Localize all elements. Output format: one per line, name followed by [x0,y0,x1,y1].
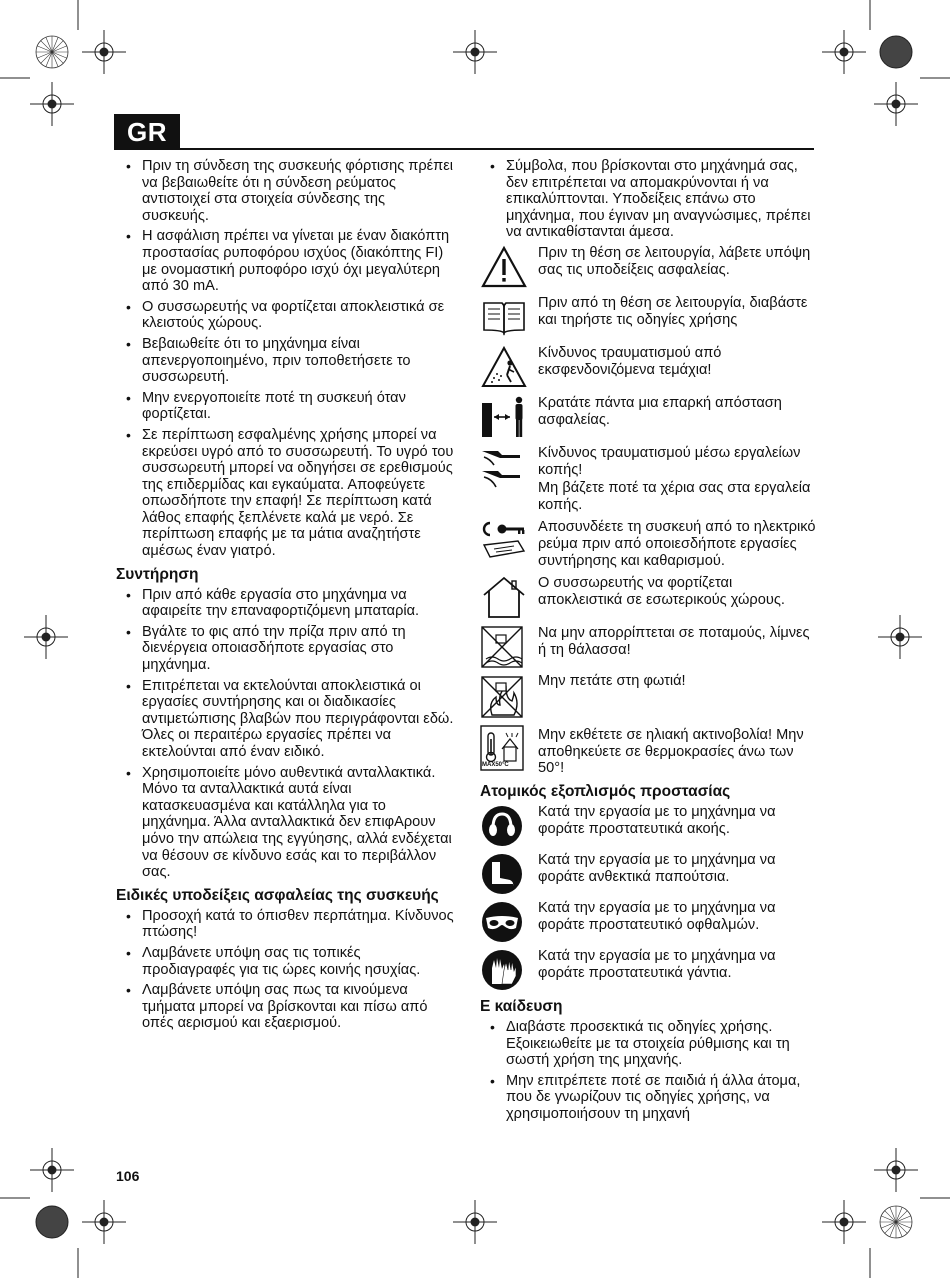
symbol-text: Αποσυνδέετε τη συσκευή από το ηλεκτρικό ρεύμα πριν από οποιεσδήποτε εργασίες συντήρησης και καθαρισμού. [538,519,816,569]
list-item: • Μην επιτρέπετε ποτέ σε παιδιά ή άλλα άτομα, που δε γνωρίζουν τις οδηγίες χρήσης, να χρησιμοποιήσουν τη μηχανή [480,1073,818,1123]
list-item: • Χρησιμοποιείτε μόνο αυθεντικά ανταλλακτικά. Μόνο τα ανταλλακτικά αυτά είναι κατασκευασμένα και κατάλληλα για το μηχάνημα. Άλλα ανταλλακτικά δεν επιφΑρουν μόνο την απώλεια της εγγύησης, αλλά ενδέχεται να θέσουν σε κίνδυνο εσάς και το περιβάλλον σας. [116,765,456,881]
list-item: • Σύμβολα, που βρίσκονται στο μηχάνημά σας, δεν επιτρέπεται να απομακρύνονται ή να επικαλύπτονται. Υποδείξεις επάνω στο μηχάνημα, που έγιναν μη αναγνώσιμες, πρέπει να αντικαθίστανται άμεσα. [480,158,818,241]
indoor-house-icon [480,575,528,619]
ppe-text: Κατά την εργασία με το μηχάνημα να φοράτε προστατευτικά ακοής. [538,803,776,837]
ppe-row [480,852,818,896]
eye-protection-icon [480,900,526,944]
language-tab: GR [114,114,180,150]
list-item: • Η ασφάλιση πρέπει να γίνεται με έναν διακόπτη προστασίας ρυποφόρου ισχύος (διακόπτης FI) με ονομαστική ρυποφόρο ισχύ όχι μεγαλύτερη από 30 mA. [116,228,456,294]
no-water-disposal-icon [480,625,528,669]
list-item: • Ο συσσωρευτής να φορτίζεται αποκλειστικά σε κλειστούς χώρους. [116,299,456,332]
flying-debris-icon [480,345,528,389]
list-item: • Βεβαιωθείτε ότι το μηχάνημα είναι απενεργοποιημένο, πριν τοποθετήσετε το συσσωρευτή. [116,336,456,386]
list-item: • Σε περίπτωση εσφαλμένης χρήσης μπορεί να εκρεύσει υγρό από το συσσωρευτή. Το υγρό του συσσωρευτή μπορεί να οδηγήσει σε ερεθισμούς της επιδερμίδας και εγκαύματα. Αποφεύγετε οπωσδήποτε την επαφή! Σε περίπτωση κατά λάθος επαφής ξεπλένετε καλά με νερό. Σε περίπτωση επαφής με τα μάτια αναζητήστε αμέσως έναν γιατρό. [116,427,456,560]
symbols-intro-list [480,158,818,241]
symbol-row [480,675,818,719]
list-item: • Λαμβάνετε υπόψη σας πως τα κινούμενα τμήματα μπορεί να βρίσκονται και πίσω από οπές αερισμού και εξαερισμού. [116,982,456,1032]
ppe-row [480,804,818,848]
no-fire-icon [480,675,528,719]
training-list [480,1019,818,1123]
page-number: 106 [116,1168,140,1184]
training-heading: Ε καίδευση [480,997,563,1015]
list-item: • Βγάλτε το φις από την πρίζα πριν από τη διενέργεια οποιασδήποτε εργασίας στο μηχάνημα. [116,624,456,674]
safety-distance-icon [480,395,528,439]
gloves-icon [480,948,526,992]
symbol-row [480,445,818,513]
list-item: • Μην ενεργοποιείτε ποτέ τη συσκευή όταν φορτίζεται. [116,390,456,423]
right-column [480,158,818,1126]
safety-boots-icon [480,852,526,896]
ppe-heading: Ατομικός εξοπλισμός προστασίας [480,782,731,800]
symbol-text: Κίνδυνος τραυματισμού από εκσφενδονιζόμενα τεμάχια! [538,344,722,378]
symbol-row [480,295,818,339]
symbol-text: Μην πετάτε στη φωτιά! [538,673,686,690]
special-safety-heading: Ειδικές υποδείξεις ασφαλείας της συσκευής [116,886,439,904]
ppe-text: Κατά την εργασία με το μηχάνημα να φοράτε προστατευτικά γάντια. [538,947,776,981]
symbol-row [480,625,818,669]
ear-protection-icon [480,804,526,848]
maintenance-list [116,587,456,881]
ppe-text: Κατά την εργασία με το μηχάνημα να φοράτε προστατευτικό οφθαλμών. [538,899,776,933]
unplug-key-icon [480,519,528,563]
symbol-text: Μη βάζετε ποτέ τα χέρια σας στα εργαλεία κοπής. [538,480,811,513]
symbol-text: Κίνδυνος τραυματισμού μέσω εργαλείων κοπής! [538,444,801,478]
symbol-row [480,395,818,439]
symbol-text: Να μην απορρίπτεται σε ποταμούς, λίμνες ή τη θάλασσα! [538,625,810,658]
list-item: • Προσοχή κατά το όπισθεν περπάτημα. Κίνδυνος πτώσης! [116,908,456,941]
ppe-row [480,948,818,992]
list-item: • Λαμβάνετε υπόψη σας τις τοπικές προδιαγραφές για τις ώρες κοινής ησυχίας. [116,945,456,978]
list-item: • Πριν τη σύνδεση της συσκευής φόρτισης πρέπει να βεβαιωθείτε ότι η σύνδεση ρεύματος αντιστοιχεί στα στοιχεία σύνδεσης της συσκευής. [116,158,456,224]
list-item: • Διαβάστε προσεκτικά τις οδηγίες χρήσης. Εξοικειωθείτε με τα στοιχεία ρύθμισης και τη σωστή χρήση της μηχανής. [480,1019,818,1069]
symbol-row [480,245,818,289]
ppe-row [480,900,818,944]
max-temperature-label: MAX50°C [482,762,509,769]
symbol-text: Μην εκθέτετε σε ηλιακή ακτινοβολία! Μην αποθηκεύετε σε θερμοκρασίες άνω των 50°! [538,727,804,777]
list-item: • Επιτρέπεται να εκτελούνται αποκλειστικά οι εργασίες συντήρησης και οι διαδικασίες αντιμετώπισης βλαβών που περιγράφονται εδώ. Όλες οι περαιτέρω εργασίες πρέπει να εκτελούνται από έναν ειδικό. [116,678,456,761]
symbol-text: Πριν από τη θέση σε λειτουργία, διαβάστε και τηρήστε τις οδηγίες χρήσης [538,294,808,328]
header-rule [114,148,814,150]
list-item: • Πριν από κάθε εργασία στο μηχάνημα να αφαιρείτε την επαναφορτιζόμενη μπαταρία. [116,587,456,620]
cutting-blade-icon [480,445,528,489]
max-temperature-icon [480,725,528,771]
symbol-text: Κρατάτε πάντα μια επαρκή απόσταση ασφαλείας. [538,394,782,428]
maintenance-heading: Συντήρηση [116,565,199,583]
ppe-text: Κατά την εργασία με το μηχάνημα να φοράτε ανθεκτικά παπούτσια. [538,851,776,885]
symbol-text: Πριν τη θέση σε λειτουργία, λάβετε υπόψη σας τις υποδείξεις ασφαλείας. [538,244,811,278]
left-column [116,158,456,1036]
symbol-list [480,245,818,777]
symbol-row [480,575,818,619]
symbol-row [480,345,818,389]
charging-safety-list [116,158,456,560]
symbol-text: Ο συσσωρευτής να φορτίζεται αποκλειστικά σε εσωτερικούς χώρους. [538,575,785,608]
manual-book-icon [480,295,528,339]
symbol-row [480,725,818,777]
warning-triangle-icon [480,245,528,289]
ppe-list [480,804,818,992]
special-safety-list [116,908,456,1032]
symbol-row [480,519,818,569]
